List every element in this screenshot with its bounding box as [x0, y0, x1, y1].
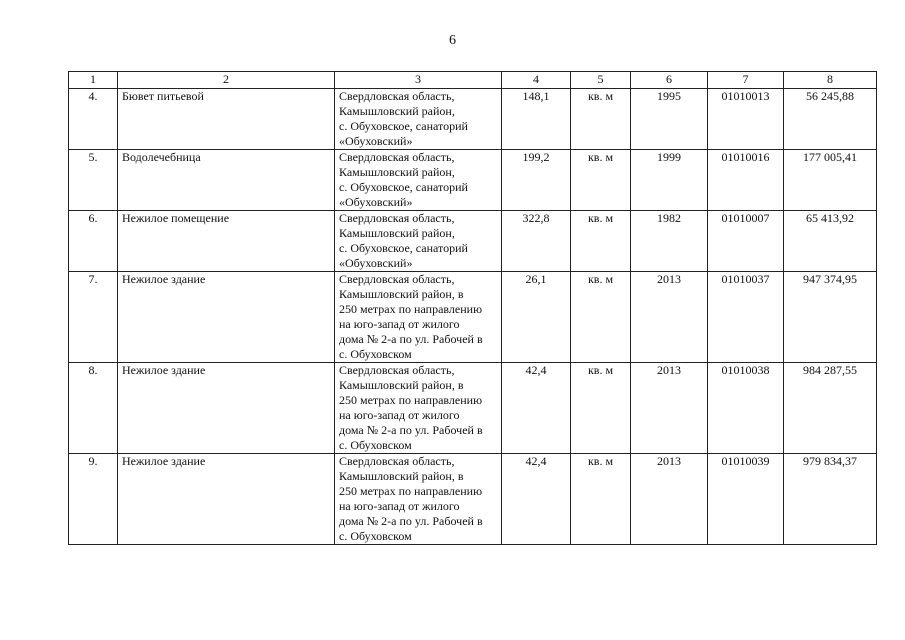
- address-line: на юго-запад от жилого: [339, 499, 460, 513]
- address-line: дома № 2-а по ул. Рабочей в: [339, 514, 483, 528]
- inventory-code: 01010039: [708, 454, 784, 545]
- object-name: Нежилое здание: [118, 454, 335, 545]
- object-area: 148,1: [502, 89, 571, 150]
- row-number: 7.: [69, 272, 118, 363]
- column-number: 1: [69, 72, 118, 89]
- object-name: Нежилое здание: [118, 363, 335, 454]
- table-row: [69, 89, 877, 150]
- page-number: 6: [449, 33, 456, 48]
- address-line: с. Обуховское, санаторий: [339, 119, 468, 133]
- area-unit: кв. м: [571, 363, 631, 454]
- inventory-code: 01010038: [708, 363, 784, 454]
- object-value: 177 005,41: [784, 150, 877, 211]
- address-line: Камышловский район,: [339, 165, 455, 179]
- object-name: Водолечебница: [118, 150, 335, 211]
- address-line: дома № 2-а по ул. Рабочей в: [339, 332, 483, 346]
- table-row: [69, 363, 877, 454]
- row-number: 6.: [69, 211, 118, 272]
- inventory-code: 01010016: [708, 150, 784, 211]
- address-line: на юго-запад от жилого: [339, 317, 460, 331]
- object-name: Нежилое здание: [118, 272, 335, 363]
- address-line: Свердловская область,: [339, 363, 455, 377]
- column-number: 4: [502, 72, 571, 89]
- object-address: [335, 454, 502, 545]
- inventory-code: 01010007: [708, 211, 784, 272]
- address-line: с. Обуховском: [339, 529, 412, 543]
- address-line: Камышловский район,: [339, 104, 455, 118]
- address-line: Свердловская область,: [339, 454, 455, 468]
- property-table: [68, 71, 877, 545]
- object-address: [335, 89, 502, 150]
- area-unit: кв. м: [571, 454, 631, 545]
- address-line: Свердловская область,: [339, 89, 455, 103]
- object-area: 42,4: [502, 454, 571, 545]
- address-line: «Обуховский»: [339, 195, 413, 209]
- object-year: 1995: [631, 89, 708, 150]
- row-number: 9.: [69, 454, 118, 545]
- object-area: 42,4: [502, 363, 571, 454]
- area-unit: кв. м: [571, 211, 631, 272]
- object-name: Нежилое помещение: [118, 211, 335, 272]
- table-row: [69, 150, 877, 211]
- object-value: 56 245,88: [784, 89, 877, 150]
- table-row: [69, 272, 877, 363]
- address-line: с. Обуховское, санаторий: [339, 241, 468, 255]
- address-line: «Обуховский»: [339, 256, 413, 270]
- address-line: Свердловская область,: [339, 272, 455, 286]
- address-line: Свердловская область,: [339, 211, 455, 225]
- column-number: 2: [118, 72, 335, 89]
- address-line: с. Обуховском: [339, 347, 412, 361]
- column-number-row: [69, 72, 877, 89]
- address-line: 250 метрах по направлению: [339, 484, 483, 498]
- address-line: Камышловский район, в: [339, 378, 464, 392]
- object-area: 26,1: [502, 272, 571, 363]
- inventory-code: 01010037: [708, 272, 784, 363]
- table-row: [69, 454, 877, 545]
- object-value: 947 374,95: [784, 272, 877, 363]
- area-unit: кв. м: [571, 89, 631, 150]
- table-row: [69, 211, 877, 272]
- column-number: 3: [335, 72, 502, 89]
- address-line: Камышловский район, в: [339, 287, 464, 301]
- address-line: с. Обуховское, санаторий: [339, 180, 468, 194]
- address-line: Свердловская область,: [339, 150, 455, 164]
- column-number: 6: [631, 72, 708, 89]
- column-number: 5: [571, 72, 631, 89]
- column-number: 8: [784, 72, 877, 89]
- object-value: 979 834,37: [784, 454, 877, 545]
- object-address: [335, 211, 502, 272]
- column-number: 7: [708, 72, 784, 89]
- address-line: Камышловский район,: [339, 226, 455, 240]
- object-value: 984 287,55: [784, 363, 877, 454]
- object-address: [335, 272, 502, 363]
- area-unit: кв. м: [571, 272, 631, 363]
- row-number: 8.: [69, 363, 118, 454]
- object-address: [335, 150, 502, 211]
- area-unit: кв. м: [571, 150, 631, 211]
- object-year: 1999: [631, 150, 708, 211]
- inventory-code: 01010013: [708, 89, 784, 150]
- address-line: 250 метрах по направлению: [339, 393, 483, 407]
- object-year: 2013: [631, 363, 708, 454]
- object-area: 199,2: [502, 150, 571, 211]
- address-line: с. Обуховском: [339, 438, 412, 452]
- object-year: 2013: [631, 454, 708, 545]
- address-line: Камышловский район, в: [339, 469, 464, 483]
- object-address: [335, 363, 502, 454]
- address-line: «Обуховский»: [339, 134, 413, 148]
- address-line: на юго-запад от жилого: [339, 408, 460, 422]
- object-area: 322,8: [502, 211, 571, 272]
- object-name: Бювет питьевой: [118, 89, 335, 150]
- object-year: 1982: [631, 211, 708, 272]
- address-line: 250 метрах по направлению: [339, 302, 483, 316]
- row-number: 5.: [69, 150, 118, 211]
- row-number: 4.: [69, 89, 118, 150]
- object-value: 65 413,92: [784, 211, 877, 272]
- address-line: дома № 2-а по ул. Рабочей в: [339, 423, 483, 437]
- object-year: 2013: [631, 272, 708, 363]
